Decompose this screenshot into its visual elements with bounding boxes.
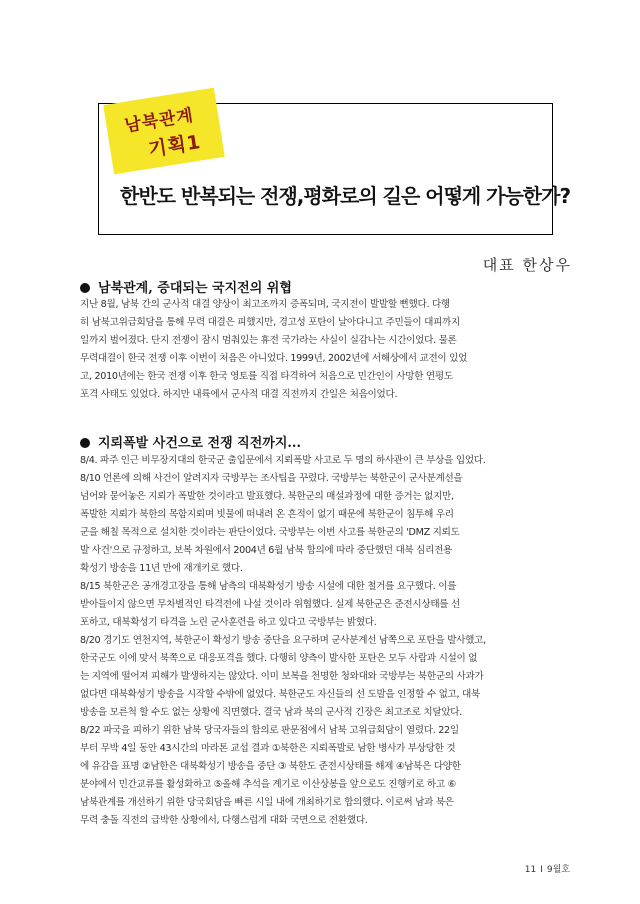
text-line: 확성기 방송을 11년 만에 재개키로 했다.	[80, 563, 243, 574]
text-line: 방송을 모른척 할 수도 없는 상황에 직면했다. 결국 남과 북의 군사적 긴장은 최고조로 치달았다.	[80, 707, 463, 718]
text-line: 포격 사태도 있었다. 하지만 내륙에서 군사적 대결 직전까지 간일은 처음이었다.	[80, 389, 398, 400]
text-line: 부터 무박 4일 동안 43시간의 마라톤 교섭 결과 ①북한은 지뢰폭발로 남한 병사가 부상당한 것	[80, 743, 456, 754]
section-tag-line2: 기획1	[146, 130, 203, 161]
footer-separator: I	[540, 865, 543, 875]
text-line: 히 남북고위급회담을 통해 무력 대결은 피했지만, 경고성 포탄이 날아다니고 주민들이 대피까지	[80, 317, 460, 328]
article-title: 한반도 반복되는 전쟁,평화로의 길은 어떻게 가능한가?	[120, 184, 571, 208]
text-line: 군을 해칠 목적으로 설치한 것이라는 판단이었다. 국방부는 이번 사고를 북한군의 'DMZ 지뢰도	[80, 527, 460, 538]
page-number: 11	[524, 865, 537, 875]
text-line: 일까지 벌어졌다. 단지 전쟁이 잠시 멈춰있는 휴전 국가라는 사실이 실감나는 시간이었다. 물론	[80, 335, 457, 346]
issue-label: 9월호	[546, 865, 570, 875]
section-tag-line1: 남북관계	[123, 105, 196, 137]
text-line: 8/4. 파주 인근 비무장지대의 한국군 출입문에서 지뢰폭발 사고로 두 명의 하사관이 큰 부상을 입었다.	[80, 455, 486, 466]
text-line: 고, 2010년에는 한국 전쟁 이후 한국 영토를 직접 타격하여 처음으로 민간인이 사망한 연평도	[80, 371, 453, 382]
text-line: 발 사건'으로 규정하고, 보복 차원에서 2004년 6월 남북 합의에 따라 중단했던 대북 심리전용	[80, 545, 452, 556]
text-line: 넘어와 묻어놓은 지뢰가 폭발한 것이라고 발표했다. 북한군의 매설과정에 대한 증거는 없지만,	[80, 491, 454, 502]
section-body-2	[80, 452, 564, 830]
bullet-icon	[80, 438, 90, 448]
section-heading-1: 남북관계, 증대되는 국지전의 위협	[80, 277, 292, 296]
text-line: 무력 충돌 직전의 급박한 상황에서, 다행스럽게 대화 국면으로 전환했다.	[80, 815, 368, 826]
text-line: 한국군도 이에 맞서 북쪽으로 대응포격을 했다. 다행히 양측이 발사한 포탄은 모두 사람과 시설이 없	[80, 653, 478, 664]
text-line: 없다면 대북확성기 방송을 시작할 수밖에 없었다. 북한군도 자신들의 선 도발을 인정할 수 없고, 대북	[80, 689, 480, 700]
section-heading-2: 지뢰폭발 사건으로 전쟁 직전까지...	[80, 432, 301, 451]
section-body-1	[80, 296, 564, 404]
text-line: 8/10 언론에 의해 사건이 알려지자 국방부는 조사팀을 꾸렸다. 국방부는 북한군이 군사분계선을	[80, 473, 463, 484]
text-line: 8/20 경기도 연천지역, 북한군이 확성기 방송 중단을 요구하며 군사분계선 남쪽으로 포탄을 발사했고,	[80, 635, 486, 646]
text-line: 포하고, 대북확성기 타격을 노린 군사훈련을 하고 있다고 국방부는 밝혔다.	[80, 617, 377, 628]
text-line: 무력대결이 한국 전쟁 이후 이번이 처음은 아니었다. 1999년, 2002년에 서해상에서 교전이 있었	[80, 353, 468, 364]
text-line: 분야에서 민간교류를 활성화하고 ⑤올해 추석을 계기로 이산상봉을 앞으로도 진행키로 하고 ⑥	[80, 779, 456, 790]
text-line: 받아들이지 않으면 무차별적인 타격전에 나설 것이라 위협했다. 실제 북한군은 준전시상태를 선	[80, 599, 460, 610]
text-line: 지난 8월, 남북 간의 군사적 대결 양상이 최고조까지 증폭되며, 국지전이 발발할 뻔했다. 다행	[80, 299, 450, 310]
text-line: 8/15 북한군은 공개경고장을 통해 남측의 대북확성기 방송 시설에 대한 철거를 요구했다. 이를	[80, 581, 457, 592]
text-line: 폭발한 지뢰가 북한의 목함지뢰며 빗물에 떠내려 온 흔적이 없기 때문에 북한군이 침투해 우리	[80, 509, 454, 520]
bullet-icon	[80, 283, 90, 293]
page-footer	[525, 862, 570, 875]
text-line: 에 유감을 표명 ②남한은 대북확성기 방송을 중단 ③ 북한도 준전시상태를 해제 ④남북은 다양한	[80, 761, 461, 772]
author-byline: 대표 한상우	[482, 256, 572, 274]
text-line: 는 지역에 떨어져 피해가 발생하지는 않았다. 이미 보복을 천명한 청와대와 국방부는 북한군의 사과가	[80, 671, 484, 682]
text-line: 8/22 파국을 피하기 위한 남북 당국자들의 합의로 판문점에서 남북 고위급회담이 열렸다. 22일	[80, 725, 459, 736]
text-line: 남북관계를 개선하기 위한 당국회담을 빠른 시일 내에 개최하기로 합의했다. 이로써 남과 북은	[80, 797, 454, 808]
